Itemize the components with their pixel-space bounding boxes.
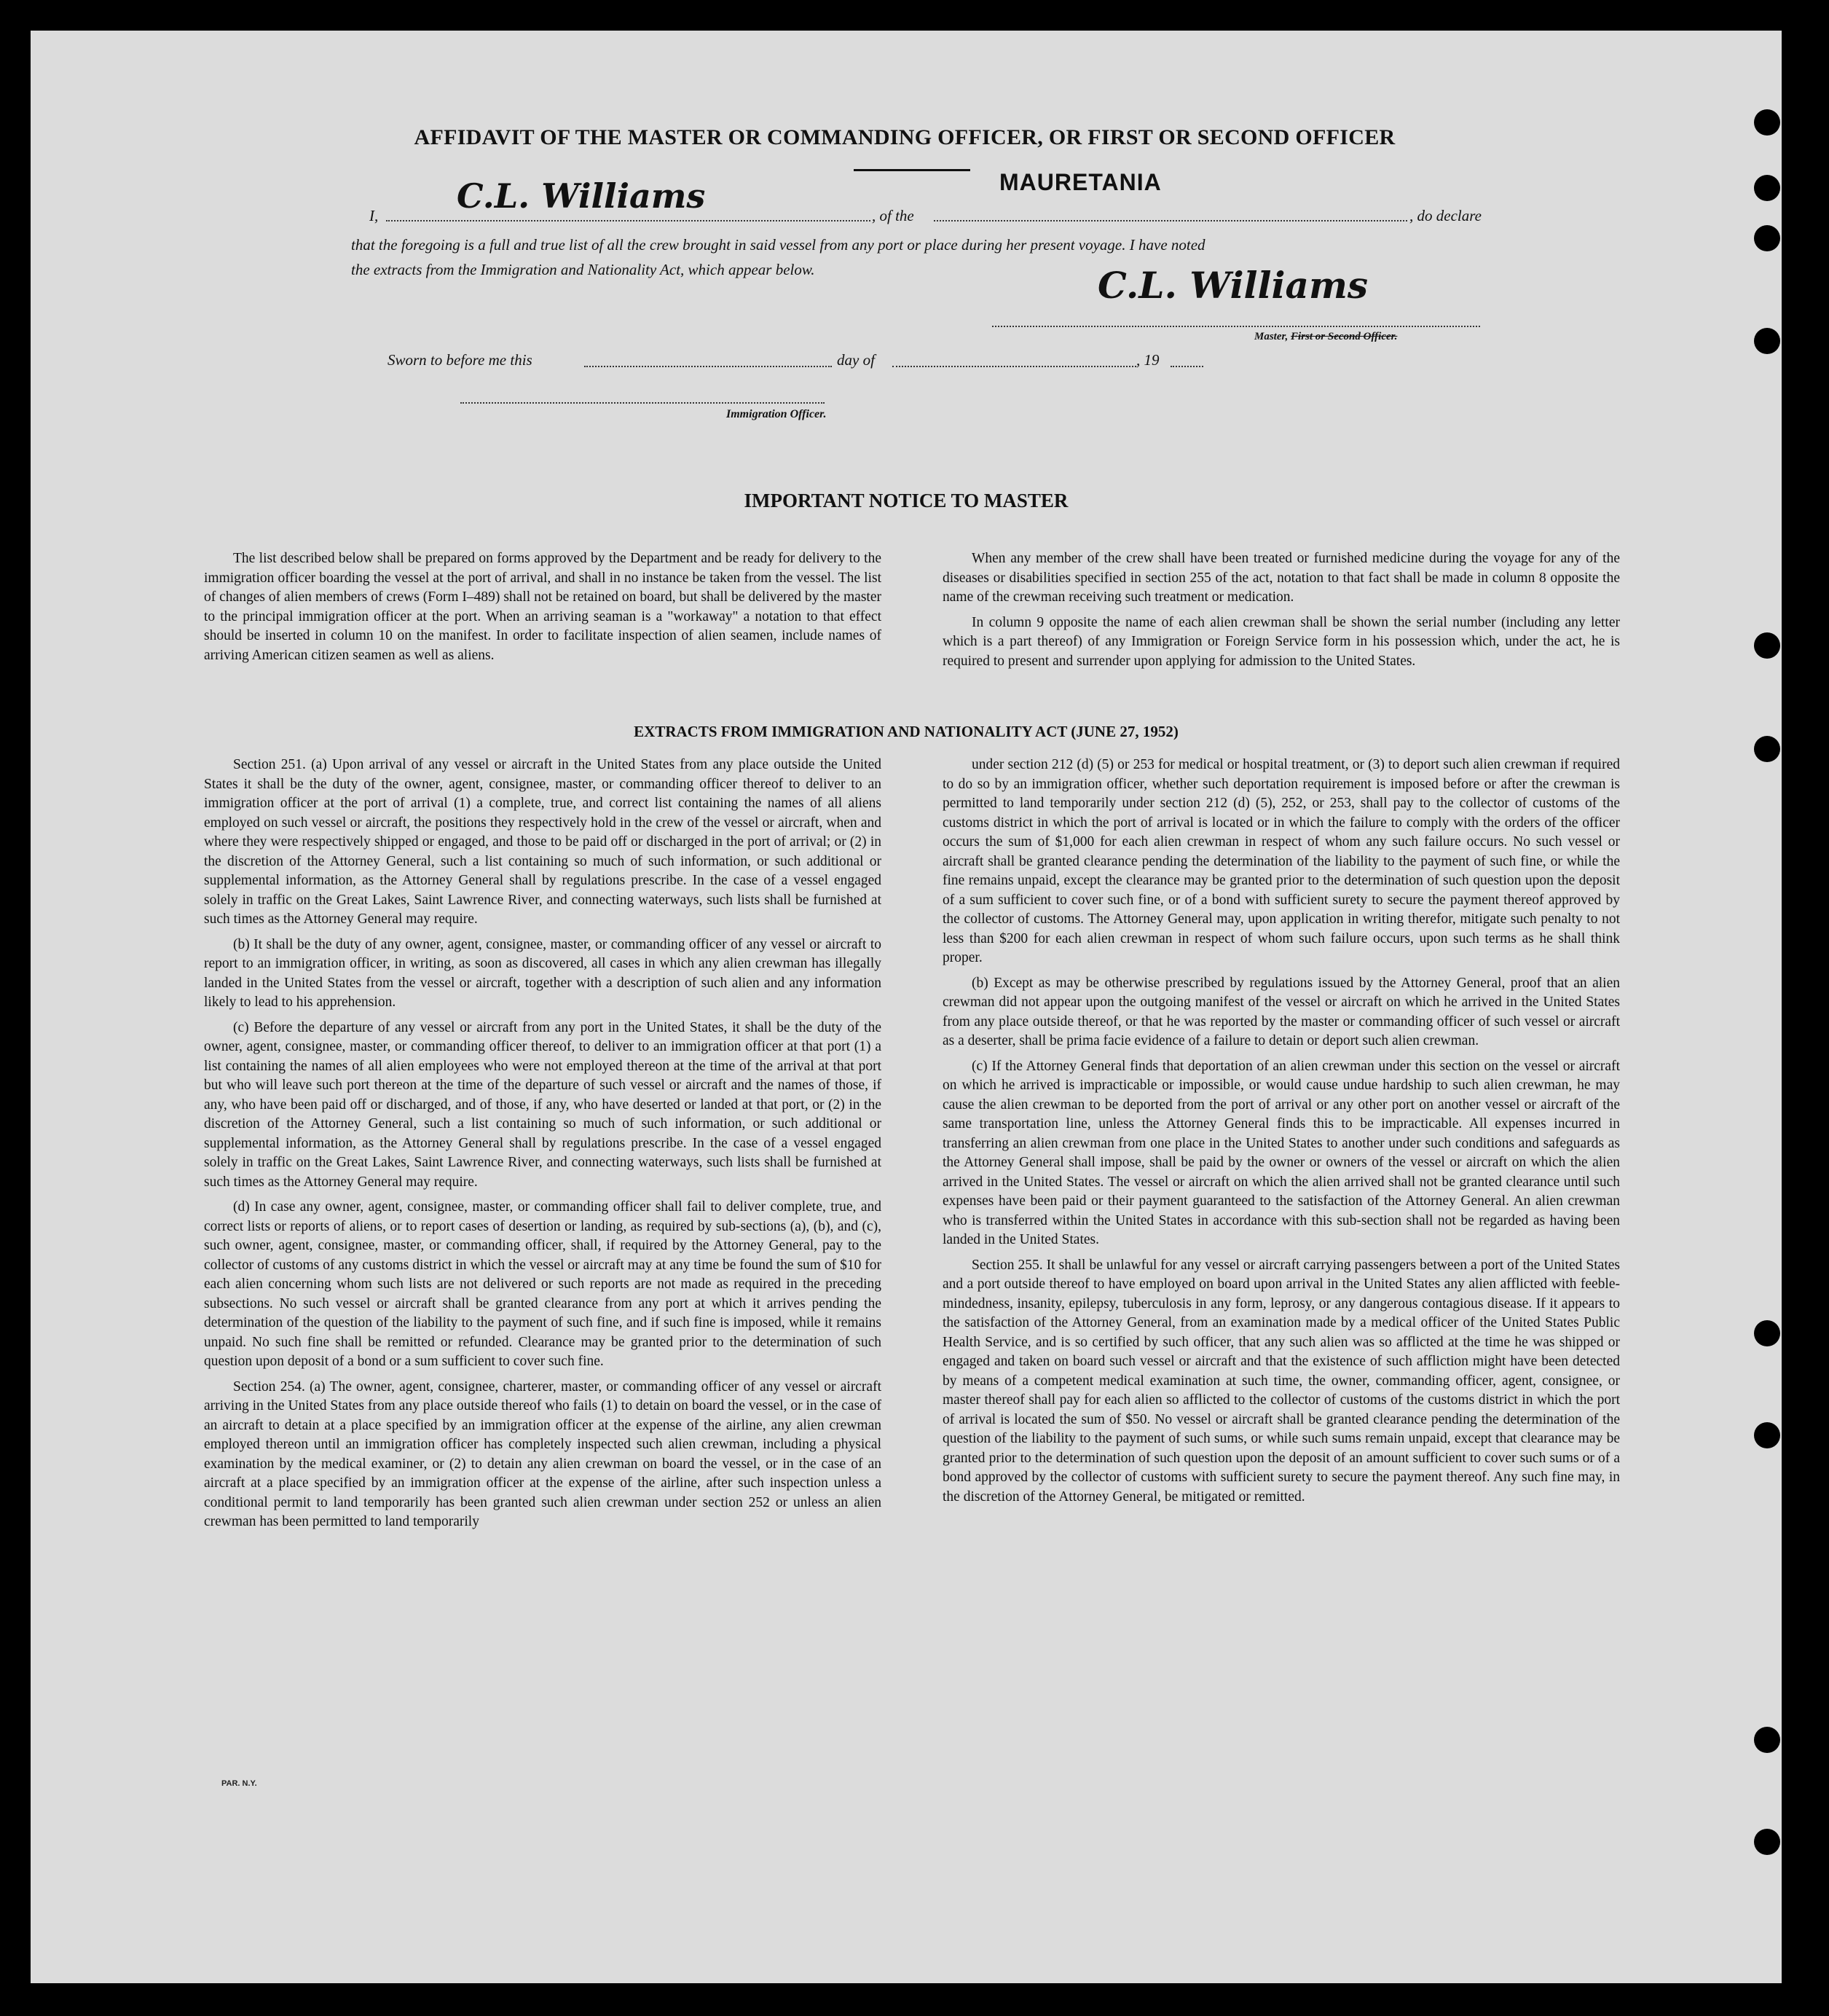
vessel-name: MAURETANIA — [999, 169, 1162, 195]
notice-paragraph: When any member of the crew shall have been treated or furnished medicine during the voyage for any of the diseases or disabilities specified in section 255 of the act, notation to that fact shall be made in column 8 opposite the name of the crewman receiving such treatment or medication. — [943, 551, 1620, 605]
extracts-title: EXTRACTS FROM IMMIGRATION AND NATIONALITY ACT (JUNE 27, 1952) — [634, 723, 1179, 740]
affidavit-statement-line1: that the foregoing is a full and true list of all the crew brought in said vessel from any port or place during her present voyage. I have noted — [351, 236, 1205, 254]
notice-paragraph: The list described below shall be prepared on forms approved by the Department and be ready for delivery to the immigration officer boarding the vessel at the port of arrival, and shall in no instance be taken from the vessel. The list of changes of alien members of crews (Form I–489) shall not be retained on board, but shall be delivered by the master to the principal immigration officer at the port. When an arriving seaman is a "workaway" a notation to that effect should be inserted in column 10 on the manifest. In order to facilitate inspection of alien seamen, include names of arriving American citizen seamen as well as aliens. — [204, 551, 881, 663]
punch-hole — [1754, 328, 1780, 354]
section-254a: Section 254. (a) The owner, agent, consignee, charterer, master, or commanding officer of any vessel or aircraft arriving in the United States from any place outside thereof who fails (1) to detain on board the vessel, or in the case of an aircraft to detain at a place specified by an immigration officer at the expense of the airline, any alien crewman employed thereon until an immigration officer has completely inspected such alien crewman, including a physical examination by the medical examiner, or (2) to detain any alien crewman on board the vessel, or in the case of an aircraft at a place specified by an immigration officer at the expense of the airline, after such inspection unless a conditional permit to land temporarily has been granted such alien crewman under section 252 or unless an alien crewman has been permitted to land temporarily — [204, 1378, 881, 1529]
of-the-label: , of the — [872, 207, 914, 224]
section-251d: (d) In case any owner, agent, consignee, master, or commanding officer shall fail to deliver complete, true, and correct lists or reports of aliens, or to report cases of desertion or landing, as required by sub-sections (a), (b), and (c), such owner, agent, consignee, master, or commanding officer, shall, if required by the Attorney General, pay to the collector of customs of any customs district in which the vessel or aircraft may at any time be found the sum of $10 for each alien concerning whom such lists are not delivered or such reports are not made as required in the preceding subsections. No such vessel or aircraft shall be granted clearance from any port at which it arrives pending the determination of the question of the liability to the payment of such fine, and if such fine is imposed, while it remains unpaid. No such fine shall be remitted or refunded. Clearance may be granted prior to the determination of such question upon deposit of a bond or a sum sufficient to cover such fine. — [204, 1199, 881, 1369]
punch-hole — [1754, 175, 1780, 201]
notice-right-column — [943, 549, 1620, 677]
punch-hole — [1754, 1829, 1780, 1855]
extracts-right-column — [943, 756, 1620, 1513]
punch-hole — [1754, 1727, 1780, 1753]
name-line — [386, 220, 870, 221]
signature-line — [992, 326, 1480, 327]
sworn-day-line — [584, 366, 832, 367]
affidavit-statement-line2: the extracts from the Immigration and Nationality Act, which appear below. — [351, 261, 815, 278]
section-251a: Section 251. (a) Upon arrival of any vessel or aircraft in the United States from any place outside the United States it shall be the duty of the owner, agent, consignee, master, or commanding officer thereof to deliver to an immigration officer at the port of arrival (1) a complete, true, and correct list containing the names of all aliens employed on such vessel or aircraft, the positions they respectively hold in the crew of the vessel or aircraft, when and where they were respectively shipped or engaged, and those to be paid off or discharged in the port of arrival; or (2) in the discretion of the Attorney General, such a list containing so much of such information, or such additional or supplemental information, as the Attorney General shall by regulations prescribe. In the case of a vessel engaged solely in traffic on the Great Lakes, Saint Lawrence River, and connecting waterways, such lists shall be furnished at such times as the Attorney General may require. — [204, 757, 881, 927]
vessel-rule — [854, 169, 970, 171]
master-label: Master, — [1254, 331, 1289, 342]
section-251b: (b) It shall be the duty of any owner, agent, consignee, master, or commanding officer of any vessel or aircraft to report to an immigration officer, in writing, as soon as discovered, all cases in which any alien crewman has illegally landed in the United States from the vessel or aircraft, together with a description of such alien and any information likely to lead to his apprehension. — [204, 936, 881, 1010]
sworn-year-line — [1171, 366, 1203, 367]
section-254c: (c) If the Attorney General finds that deportation of an alien crewman under this section on the vessel or aircraft on which he arrived is impracticable or impossible, or would cause undue hardship to such alien crewman, he may cause the alien crewman to be deported from the port of arrival or any other port on another vessel or aircraft of the same transportation line, unless the Attorney General finds this to be impracticable. All expenses incurred in transferring an alien crewman from one place in the United States to another under such conditions and safeguards as the Attorney General shall impose, shall be paid by the owner or owners of the vessel or aircraft on which the alien arrived in the United States. The vessel or aircraft on which the alien arrived shall not be granted clearance until such expenses have been paid or their payment guaranteed to the satisfaction of the Attorney General. An alien crewman who is transferred within the United States in accordance with this sub-section shall not be regarded as having been landed in the United States. — [943, 1058, 1620, 1247]
extracts-left-column — [204, 756, 881, 1538]
notice-title: IMPORTANT NOTICE TO MASTER — [744, 490, 1069, 511]
punch-hole — [1754, 109, 1780, 136]
section-251c: (c) Before the departure of any vessel or aircraft from any port in the United States, it shall be the duty of the owner, agent, consignee, master, or commanding officer thereof, to deliver to an immigration officer at that port (1) a list containing the names of all alien employees who were not employed thereon at the time of the arrival at that port but who will leave such port thereon at the time of the departure of such vessel or aircraft and the names of those, if any, who have been paid off or discharged, and of those, if any, who have deserted or landed at that port, or (2) in the discretion of the Attorney General, such a list containing so much of such information, or such additional or supplemental information, as the Attorney General shall by regulations prescribe. In the case of a vessel engaged solely in traffic on the Great Lakes, Saint Lawrence River, and connecting waterways, such lists shall be furnished at such times as the Attorney General may require. — [204, 1019, 881, 1190]
immigration-officer-label: Immigration Officer. — [726, 408, 827, 420]
notice-paragraph: In column 9 opposite the name of each alien crewman shall be shown the serial number (including any letter which is a part thereof) of any Immigration or Foreign Service form in his possession which, under the act, he is required to present and surrender upon applying for admission to the United States. — [943, 614, 1620, 669]
section-254b: (b) Except as may be otherwise prescribed by regulations issued by the Attorney General, proof that an alien crewman did not appear upon the outgoing manifest of the vessel or aircraft on which he arrived in the United States from any place outside thereof, or that he was reported by the master or commanding officer of such vessel or aircraft as a deserter, shall be prima facie evidence of a failure to detain or deport such alien crewman. — [943, 975, 1620, 1048]
immigration-officer-line — [460, 402, 825, 404]
sworn-month-line — [892, 366, 1136, 367]
printer-mark: PAR. N.Y. — [221, 1779, 257, 1788]
vessel-line — [934, 220, 1407, 221]
sworn-label: Sworn to before me this — [388, 351, 532, 369]
master-name-signature: C.L. Williams — [457, 176, 706, 216]
affidavit-title: AFFIDAVIT OF THE MASTER OR COMMANDING OFFICER, OR FIRST OR SECOND OFFICER — [414, 125, 1396, 149]
master-title — [1254, 331, 1397, 343]
punch-hole — [1754, 632, 1780, 659]
year-label: , 19 — [1136, 351, 1160, 369]
master-signature: C.L. Williams — [1098, 264, 1368, 307]
day-of-label: day of — [837, 351, 875, 369]
i-label: I, — [369, 207, 379, 224]
punch-hole — [1754, 1320, 1780, 1346]
notice-left-column — [204, 549, 881, 671]
punch-hole — [1754, 1422, 1780, 1448]
section-255: Section 255. It shall be unlawful for any vessel or aircraft carrying passengers between a port of the United States and a port outside thereof to have employed on board upon arrival in the United States any alien afflicted with feeble-mindedness, insanity, epilepsy, tuberculosis in any form, leprosy, or any dangerous contagious disease. If it appears to the satisfaction of the Attorney General, from an examination made by a medical officer of the United States Public Health Service, and is so certified by such officer, that any such alien was so afflicted at the time he was shipped or engaged and taken on board such vessel or aircraft and that the existence of such affliction might have been detected by means of a competent medical examination at such time, the owner, commanding officer, agent, consignee, or master thereof shall pay for each alien so afflicted to the collector of customs of the customs district in which the port of arrival is located the sum of $50. No vessel or aircraft shall be granted clearance pending the determination of the question of the liability to the payment of such sums, or while such sums remain unpaid, except that clearance may be granted prior to the determination of such question upon the deposit of an amount sufficient to cover such sums or of a bond approved by the collector of customs with sufficient surety to secure the payment thereof. Any such fine may, in the discretion of the Attorney General, be mitigated or remitted. — [943, 1257, 1620, 1505]
do-declare-label: , do declare — [1409, 207, 1482, 224]
master-struck-label: First or Second Officer. — [1291, 331, 1398, 342]
document-page — [31, 31, 1782, 1983]
section-254a-cont: under section 212 (d) (5) or 253 for medical or hospital treatment, or (3) to deport such alien crewman if required to do so by an immigration officer, whether such deportation requirement is imposed before or after the crewman is permitted to land temporarily under section 212 (d) (5), 252, or 253, shall pay to the collector of customs of the customs district in which the port of arrival is located or in which the failure to comply with the orders of the officer occurs the sum of $1,000 for each alien crewman in respect of whom any such failure occurs. No such vessel or aircraft shall be granted clearance pending the determination of the liability to the payment of such fine, or while the fine remains unpaid, except the clearance may be granted prior to the determination of such question upon the deposit of a sum sufficient to cover such fine, or of a bond with sufficient surety to secure the payment thereof approved by the collector of customs. The Attorney General may, upon application in writing therefor, mitigate such penalty to not less than $200 for each alien crewman in respect of whom such failure occurs, upon such terms as he shall think proper. — [943, 757, 1620, 965]
punch-hole — [1754, 225, 1780, 251]
